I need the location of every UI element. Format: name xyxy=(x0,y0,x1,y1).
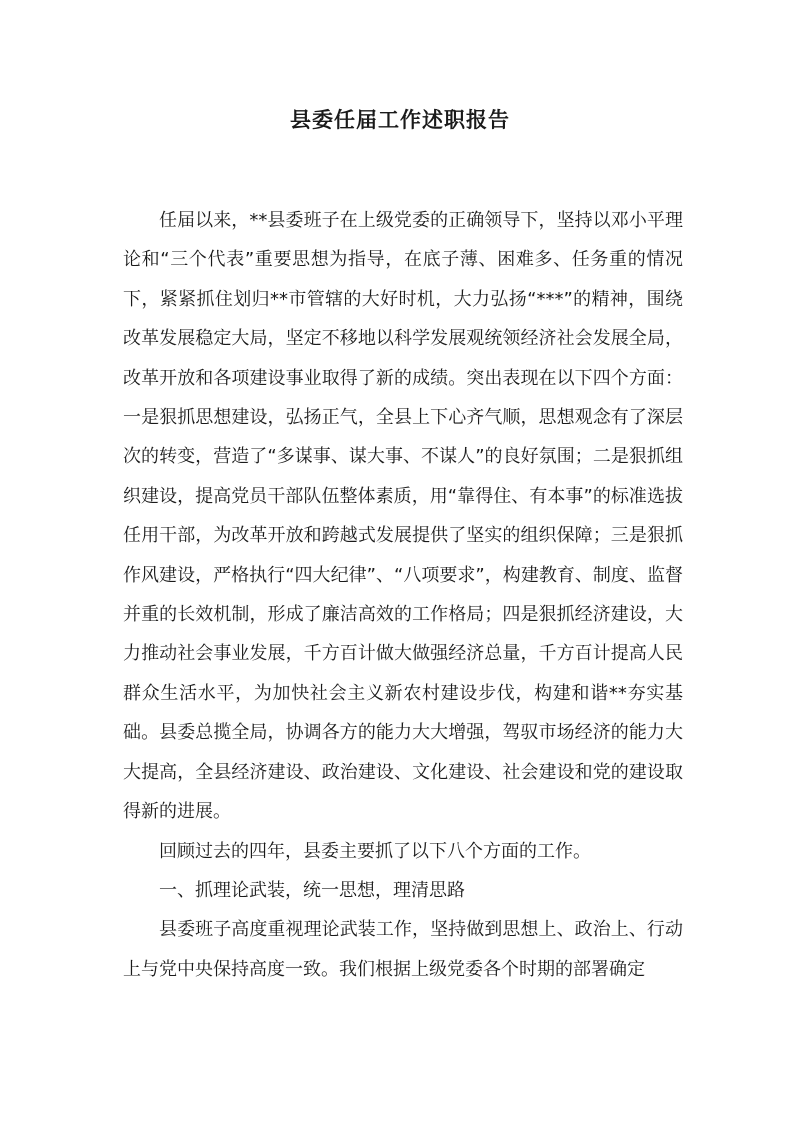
paragraph-intro: 任届以来，**县委班子在上级党委的正确领导下，坚持以邓小平理论和“三个代表”重要思想为指导，在底子薄、困难多、任务重的情况下，紧紧抓住划归**市管辖的大好时机，大力弘扬“***”的精神，围绕改革发展稳定大局，坚定不移地以科学发展观统领经济社会发展全局，改革开放和各项建设事业取得了新的成绩。突出表现在以下四个方面：一是狠抓思想建设，弘扬正气，全县上下心齐气顺，思想观念有了深层次的转变，营造了“多谋事、谋大事、不谋人”的良好氛围；二是狠抓组织建设，提高党员干部队伍整体素质，用“靠得住、有本事”的标准选拔任用干部，为改革开放和跨越式发展提供了坚实的组织保障；三是狠抓作风建设，严格执行“四大纪律”、“八项要求”，构建教育、制度、监督并重的长效机制，形成了廉洁高效的工作格局；四是狠抓经济建设，大力推动社会事业发展，千方百计做大做强经济总量，千方百计提高人民群众生活水平，为加快社会主义新农村建设步伐，构建和谐**夯实基础。县委总揽全局，协调各方的能力大大增强，驾驭市场经济的能力大大提高，全县经济建设、政治建设、文化建设、社会建设和党的建设取得新的进展。 xyxy=(123,210,683,823)
paragraph-review: 回顾过去的四年，县委主要抓了以下八个方面的工作。 xyxy=(159,840,591,862)
section-heading-1: 一、抓理论武装，统一思想，理清思路 xyxy=(159,879,465,901)
document-body xyxy=(123,201,683,989)
document-title: 县委任届工作述职报告 xyxy=(290,108,510,132)
paragraph-section-1: 县委班子高度重视理论武装工作，坚持做到思想上、政治上、行动上与党中央保持高度一致。我们根据上级党委各个时期的部署确定 xyxy=(123,919,683,980)
